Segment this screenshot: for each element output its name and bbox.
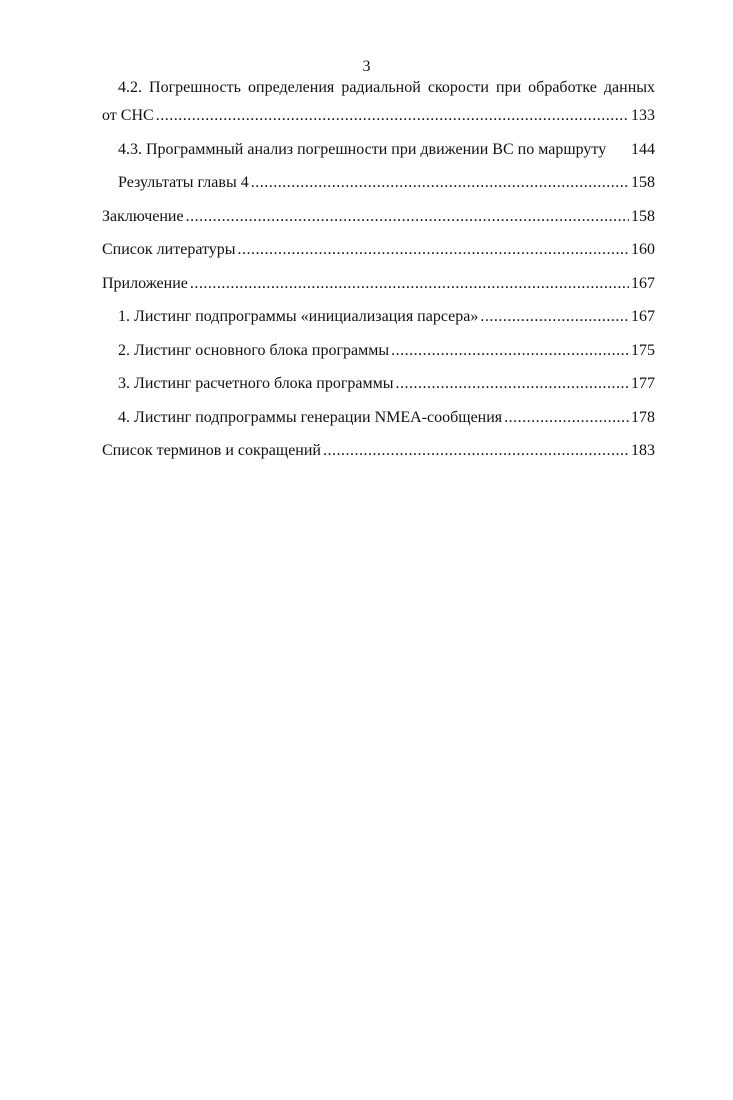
page-number: 3 [362,58,371,75]
toc-entry-text: Список терминов и сокращений [102,442,321,459]
toc-entry-text: 3. Листинг расчетного блока программы [118,375,394,392]
toc-page-number: 183 [631,442,655,459]
toc-page-number: 167 [631,274,655,292]
toc-entry-4-2-line1: 4.2. Погрешность определения радиальной скорости при обработке данных [118,79,655,96]
toc-entry-text: 1. Листинг подпрограммы «инициализация парсера» [118,308,479,325]
toc-entry-4-2 [102,106,655,126]
toc-entry-glossary [102,441,655,461]
toc-page-number: 160 [631,241,655,258]
table-of-contents [102,78,655,461]
toc-leader-dots [396,374,629,394]
toc-entry-conclusion [102,207,655,227]
toc-entry-text: Результаты главы 4 [118,174,249,191]
toc-leader-dots [186,207,629,227]
toc-entry-text: 4. Листинг подпрограммы генерации NMEA-сообщения [118,408,503,426]
toc-entry-listing-3 [102,374,655,394]
toc-leader-dots [323,441,629,461]
toc-leader-dots [238,240,629,260]
toc-entry-listing-4 [102,408,655,428]
toc-leader-dots [504,408,629,428]
toc-entry-references [102,240,655,260]
toc-entry-text: 2. Листинг основного блока программы [118,341,390,359]
toc-entry-results-ch4 [102,173,655,193]
toc-entry-listing-1 [102,307,655,327]
toc-entry-text: от СНС [102,107,154,124]
toc-page-number: 167 [631,308,655,325]
toc-entry-text: 4.3. Программный анализ погрешности при движении ВС по маршруту [118,140,607,158]
toc-page-number: 158 [631,207,655,225]
toc-page-number: 178 [631,408,655,426]
toc-leader-dots [251,173,629,193]
toc-page-number: 177 [631,375,655,392]
toc-leader-dots [156,106,629,126]
toc-entry-text: Список литературы [102,241,236,258]
toc-entry-4-3 [102,140,655,160]
toc-leader-dots [480,307,629,327]
toc-page-number: 133 [631,107,655,124]
toc-leader-dots [190,274,629,294]
toc-entry-text: Приложение [102,274,188,292]
toc-entry-appendix [102,274,655,294]
toc-page-number: 175 [631,341,655,359]
toc-page-number: 158 [631,174,655,191]
toc-page-number: 144 [631,140,655,158]
toc-leader-dots [391,341,629,361]
toc-entry-listing-2 [102,341,655,361]
toc-entry-text: Заключение [102,207,184,225]
